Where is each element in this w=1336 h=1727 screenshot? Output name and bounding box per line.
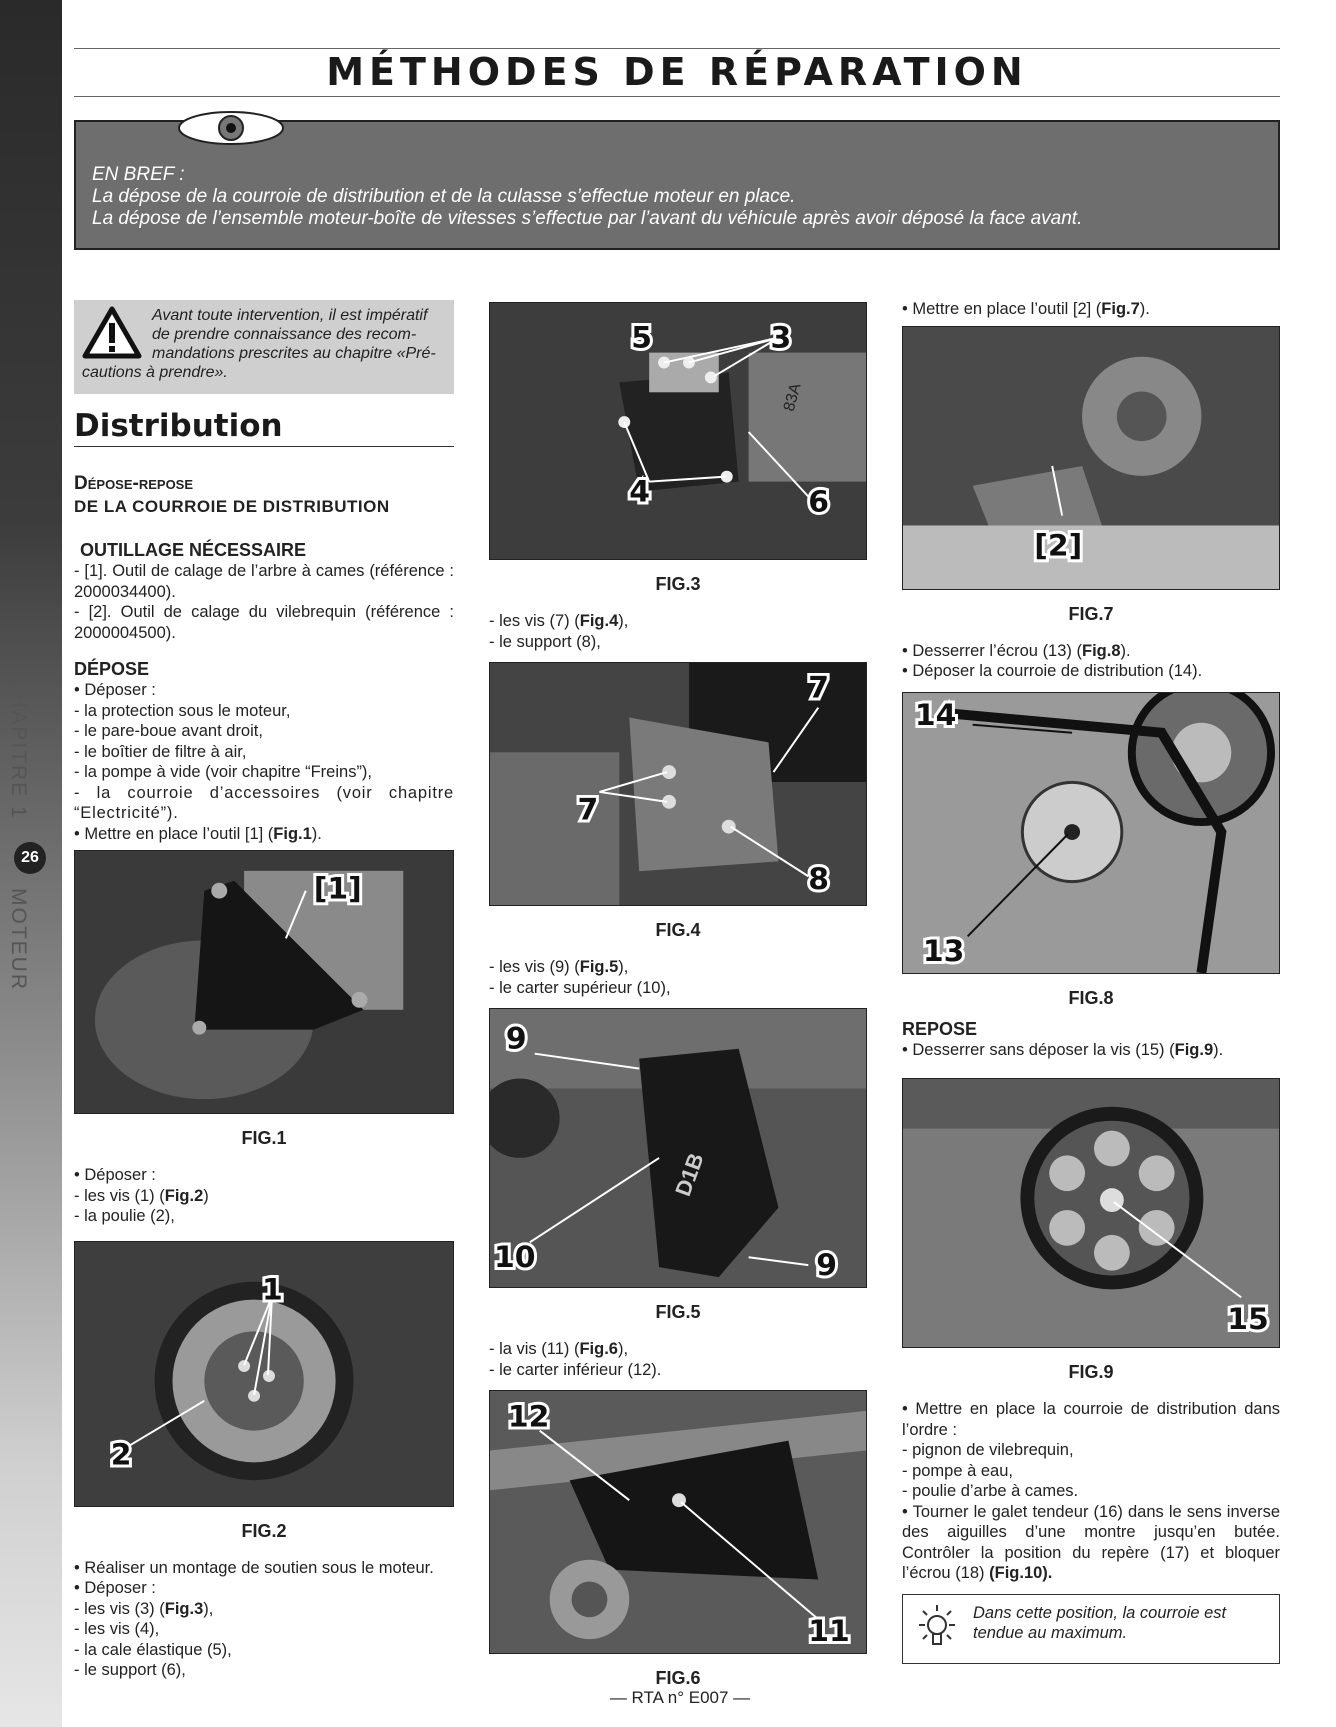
tip-box [902, 1594, 1280, 1664]
depose-line: • Déposer : [74, 681, 156, 699]
warning-triangle-icon [82, 306, 142, 360]
after-fig1-line: • Déposer : [74, 1166, 156, 1184]
figure-8-caption: FIG.8 [1068, 987, 1114, 1008]
column-right [902, 300, 1280, 1664]
section-label: MOTEUR [7, 888, 30, 991]
chapter-label: CHAPITRE 1 [7, 676, 30, 820]
after-fig2-line: - les vis (3) (Fig.3), [74, 1599, 214, 1618]
fig6-callout-12: 12 [507, 1399, 550, 1435]
fig3-callout-3: 3 [770, 320, 792, 356]
final-step: • Mettre en place la courroie de distribution dans l’ordre : [902, 1400, 1280, 1439]
fig4-callout-8: 8 [808, 862, 830, 898]
figure-2-caption: FIG.2 [241, 1520, 287, 1541]
page-footer: — RTA n° E007 — [609, 1688, 751, 1707]
fig2-callout-2: 2 [110, 1436, 132, 1472]
fig5-callout-9b: 9 [816, 1248, 838, 1284]
repose-heading: REPOSE [902, 1018, 978, 1039]
fig6-text: - le carter inférieur (12). [489, 1360, 662, 1379]
after-fig1-line: - les vis (1) (Fig.2) [74, 1186, 209, 1205]
fig1-instruction: • Mettre en place l’outil [1] (Fig.1). [74, 824, 322, 843]
figure-6-photo [490, 1391, 866, 1653]
figure-9-caption: FIG.9 [1068, 1362, 1114, 1382]
figure-5-caption: FIG.5 [655, 1302, 701, 1322]
header-rule-top [74, 48, 1280, 49]
fig4-text: - les vis (7) (Fig.4), [489, 612, 629, 630]
after-fig2-line: • Déposer : [74, 1579, 156, 1597]
subsection-title: Dépose-repose [74, 473, 194, 494]
fig5-text: - le carter supérieur (10), [489, 978, 671, 997]
fig4-callout-7b: 7 [577, 792, 599, 828]
figure-4-photo [490, 663, 866, 905]
fig5-tag: D1B [670, 1149, 709, 1200]
lightbulb-icon [913, 1601, 961, 1657]
after-fig2-line: • Réaliser un montage de soutien sous le moteur. [74, 1558, 434, 1577]
warning-text: Avant toute intervention, il est impératif de prendre connaissance des recom- mandations prescrites au chapitre «Pré- cautions à prendre». [82, 307, 436, 381]
fig6-callout-11: 11 [808, 1614, 850, 1650]
final-step: - pompe à eau, [902, 1461, 1013, 1480]
fig8-callout-14: 14 [914, 697, 957, 733]
figure-9-photo [903, 1079, 1279, 1347]
fig7-callout: [2] [1034, 527, 1083, 563]
fig2-callout-1: 1 [262, 1272, 283, 1308]
tip-text: Dans cette position, la courroie est tendue au maximum. [973, 1603, 1227, 1642]
figure-5 [489, 1008, 867, 1288]
brief-heading: EN BREF : [92, 164, 185, 185]
fig3-callout-4: 4 [629, 474, 651, 510]
figure-1 [74, 850, 454, 1114]
warning-box [74, 300, 454, 394]
tool-2: - [2]. Outil de calage du vilebrequin (référence : 2000004500). [74, 603, 454, 642]
page-title: MÉTHODES DE RÉPARATION [326, 50, 1028, 94]
final-step: - pignon de vilebrequin, [902, 1441, 1074, 1459]
figure-5-photo [490, 1009, 866, 1287]
eye-icon [176, 110, 286, 146]
fig5-callout-10: 10 [493, 1240, 536, 1276]
fig7-text: • Mettre en place l’outil [2] (Fig.7). [902, 300, 1150, 318]
figure-3-photo [490, 303, 866, 559]
fig4-text: - le support (8), [489, 632, 601, 651]
figure-9 [902, 1078, 1280, 1348]
fig4-callout-7a: 7 [808, 670, 830, 706]
depose-line: - la pompe à vide (voir chapitre “Freins”), [74, 763, 373, 781]
figure-3-caption: FIG.3 [655, 574, 701, 594]
fig9-callout-15: 15 [1227, 1302, 1269, 1338]
figure-1-caption: FIG.1 [241, 1128, 287, 1148]
final-step: • Tourner le galet tendeur (16) dans le sens inverse des aiguilles d’une montre jusqu’en butée. Contrôler la position du repère (17) et bloquer l’écrou (18) (Fig.10). [902, 1502, 1280, 1582]
tool-1: - [1]. Outil de calage de l’arbre à cames (référence : 2000034400). [74, 562, 454, 601]
fig3-tag: 83A [780, 381, 805, 414]
figure-1-photo [75, 851, 453, 1113]
column-middle [489, 300, 867, 1705]
tools-heading: OUTILLAGE NÉCESSAIRE [80, 540, 307, 560]
fig8-text: • Desserrer l’écrou (13) (Fig.8). [902, 641, 1131, 660]
fig3-callout-5: 5 [631, 320, 653, 356]
fig9-text: • Desserrer sans déposer la vis (15) (Fig.9). [902, 1040, 1224, 1059]
brief-line-1: La dépose de la courroie de distribution et de la culasse s’effectue moteur en place. [92, 186, 796, 207]
fig5-text: - les vis (9) (Fig.5), [489, 958, 629, 976]
depose-heading: DÉPOSE [74, 659, 150, 679]
depose-line: - le boîtier de filtre à air, [74, 742, 247, 761]
figure-2-photo [75, 1242, 453, 1506]
column-left [74, 300, 454, 1681]
figure-6 [489, 1390, 867, 1654]
depose-line: - la protection sous le moteur, [74, 701, 291, 720]
fig5-callout-9a: 9 [505, 1021, 527, 1057]
page-number-badge: 26 [14, 842, 46, 874]
chapter-tab [8, 676, 52, 1006]
fig8-text: • Déposer la courroie de distribution (14). [902, 662, 1203, 680]
figure-6-caption: FIG.6 [655, 1668, 701, 1688]
after-fig1-line: - la poulie (2), [74, 1207, 175, 1225]
figure-2 [74, 1241, 454, 1507]
figure-4 [489, 662, 867, 906]
after-fig2-line: - les vis (4), [74, 1620, 160, 1638]
figure-7-photo [903, 327, 1279, 589]
fig8-callout-13: 13 [922, 933, 965, 969]
figure-8 [902, 692, 1280, 974]
depose-line: - le pare-boue avant droit, [74, 722, 263, 740]
figure-7-caption: FIG.7 [1068, 603, 1114, 624]
fig6-text: - la vis (11) (Fig.6), [489, 1340, 629, 1358]
header-rule-bottom [74, 96, 1280, 97]
brief-line-2: La dépose de l’ensemble moteur-boîte de vitesses s’effectue par l’avant du véhicule après avoir déposé la face avant. [92, 208, 1083, 229]
brief-box [74, 120, 1280, 250]
figure-8-photo [903, 693, 1279, 973]
figure-4-caption: FIG.4 [655, 920, 701, 940]
figure-3 [489, 302, 867, 560]
figure-7 [902, 326, 1280, 590]
depose-line: - la courroie d’accessoires (voir chapitre “Electricité”). [74, 783, 454, 822]
fig3-callout-6: 6 [808, 484, 830, 520]
after-fig2-line: - le support (6), [74, 1661, 186, 1679]
fig1-callout: [1] [313, 871, 362, 907]
final-step: - poulie d’arbe à cames. [902, 1482, 1079, 1500]
subsection-subtitle: DE LA COURROIE DE DISTRIBUTION [74, 497, 390, 516]
after-fig2-line: - la cale élastique (5), [74, 1640, 232, 1659]
section-title: Distribution [74, 408, 454, 447]
